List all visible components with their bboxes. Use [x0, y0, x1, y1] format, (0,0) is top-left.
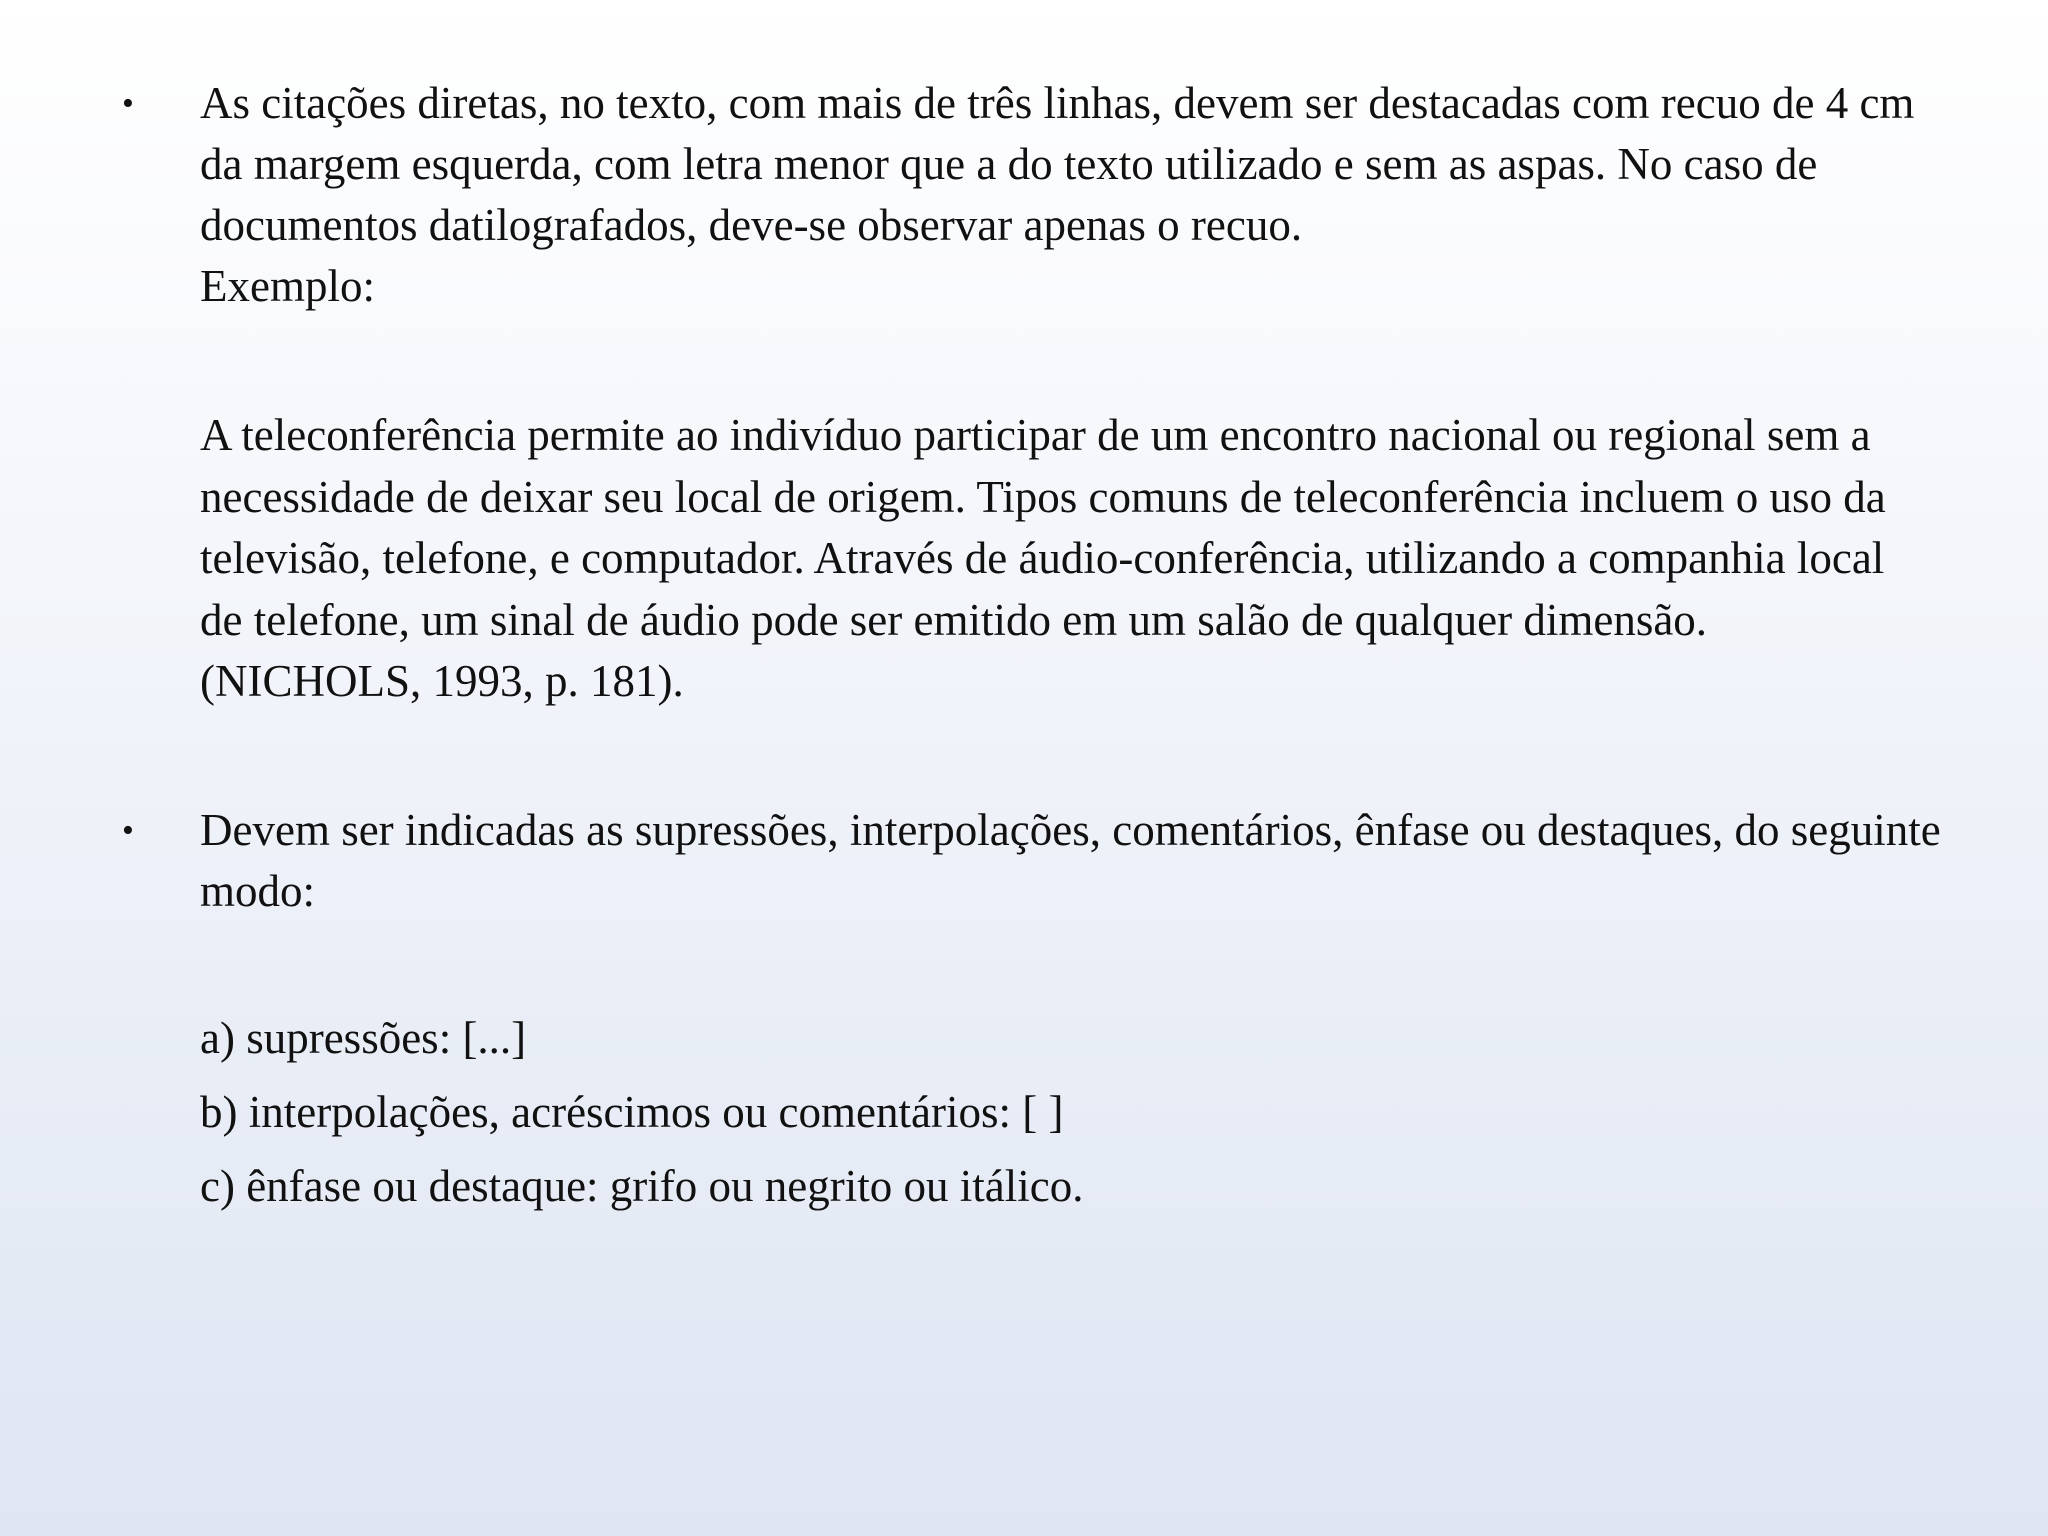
bullet-marker: • [122, 812, 134, 849]
block-quote: A teleconferência permite ao indivíduo participar de um encontro nacional ou regional sem a necessidade de deixar seu local de origem. Tipos comuns de teleconferência incluem o uso da televisão, telefone, e computador. Através de áudio-conferência, utilizando a companhia local de telefone, um sinal de áudio pode ser emitido em um salão de qualquer dimensão. (NICHOLS, 1993, p. 181). [200, 410, 1886, 706]
examples-list [200, 1008, 1900, 1230]
list-item: c) ênfase ou destaque: grifo ou negrito ou itálico. [200, 1161, 1084, 1211]
bullet-supressoes [122, 800, 1960, 922]
bullet-text: As citações diretas, no texto, com mais de três linhas, devem ser destacadas com recuo de 4 cm da margem esquerda, com letra menor que a do texto utilizado e sem as aspas. No caso de documentos datilografados, deve-se observar apenas o recuo. [200, 78, 1915, 250]
bullet-marker: • [122, 85, 134, 122]
list-item: a) supressões: [...] [200, 1013, 527, 1063]
example-label: Exemplo: [200, 261, 375, 311]
bullet-citacoes-diretas [122, 73, 1960, 317]
list-item: b) interpolações, acréscimos ou comentários: [ ] [200, 1087, 1064, 1137]
bullet-text: Devem ser indicadas as supressões, interpolações, comentários, ênfase ou destaques, do seguinte modo: [200, 805, 1941, 916]
